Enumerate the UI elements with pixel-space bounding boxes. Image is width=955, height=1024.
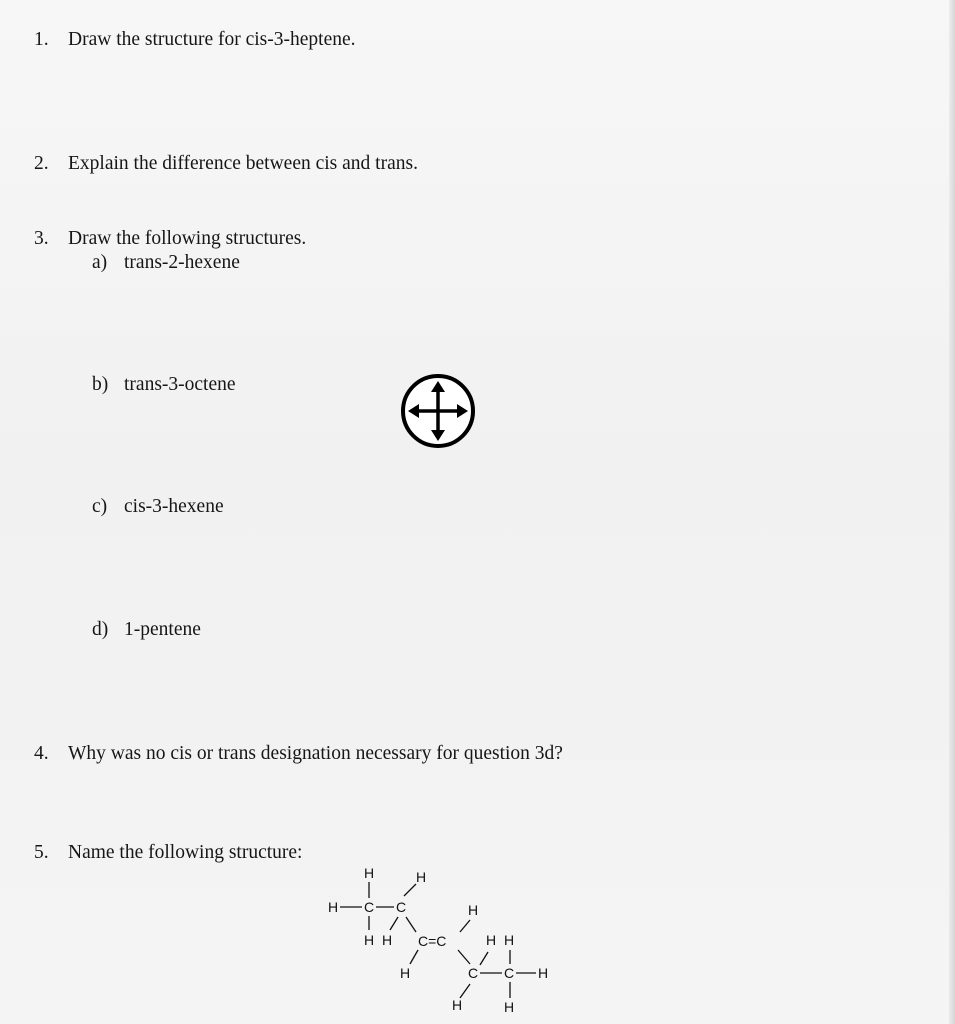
sub-item-label: d): [92, 619, 109, 640]
atom-c: C: [364, 899, 375, 915]
question-1: [34, 28, 356, 52]
question-number: 3.: [34, 228, 49, 249]
bond: [390, 917, 398, 930]
sub-item-b: [92, 373, 236, 397]
atom-c: C: [504, 965, 515, 981]
atom-h: H: [328, 899, 339, 915]
atom-h: H: [468, 902, 479, 918]
atom-h: H: [504, 932, 515, 948]
sub-item-label: b): [92, 374, 109, 395]
bond: [458, 950, 470, 964]
move-handle[interactable]: [400, 373, 476, 449]
atom-h: H: [416, 869, 427, 885]
question-text: Draw the following structures.: [68, 228, 307, 249]
bond: [460, 920, 470, 932]
atom-h: H: [504, 999, 515, 1015]
atom-h: H: [400, 965, 411, 981]
sub-item-text: trans-3-octene: [124, 374, 236, 395]
question-2: [34, 152, 418, 176]
question-text: Explain the difference between cis and trans.: [68, 153, 418, 174]
question-number: 4.: [34, 743, 49, 764]
sub-item-text: 1-pentene: [124, 619, 201, 640]
atom-c: C: [396, 899, 407, 915]
page-edge-shadow: [949, 0, 955, 1024]
question-5: [34, 841, 302, 865]
sub-item-a: [92, 251, 240, 275]
question-number: 5.: [34, 842, 49, 863]
question-number: 1.: [34, 29, 49, 50]
atom-h: H: [364, 932, 375, 948]
atom-h: H: [452, 997, 463, 1013]
bond: [460, 984, 470, 998]
atom-h: H: [486, 932, 497, 948]
atom-h: H: [538, 965, 549, 981]
sub-item-text: cis-3-hexene: [124, 496, 224, 517]
bond: [406, 917, 416, 932]
chemical-structure: [320, 860, 580, 1020]
bond: [410, 950, 418, 964]
question-3: [34, 227, 306, 251]
question-text: Draw the structure for cis-3-heptene.: [68, 29, 356, 50]
question-4: [34, 742, 563, 766]
question-number: 2.: [34, 153, 49, 174]
atom-c: C: [468, 965, 479, 981]
atom-h: H: [382, 932, 393, 948]
atom-h: H: [364, 865, 375, 881]
question-text: Why was no cis or trans designation necessary for question 3d?: [68, 743, 563, 764]
double-bond: C=C: [418, 933, 447, 949]
bond: [404, 884, 416, 896]
sub-item-c: [92, 495, 224, 519]
sub-item-label: a): [92, 252, 108, 273]
sub-item-d: [92, 618, 201, 642]
sub-item-label: c): [92, 496, 108, 517]
sub-item-text: trans-2-hexene: [124, 252, 240, 273]
move-arrows-icon: [400, 373, 476, 449]
bond: [480, 952, 488, 965]
question-text: Name the following structure:: [68, 842, 303, 863]
